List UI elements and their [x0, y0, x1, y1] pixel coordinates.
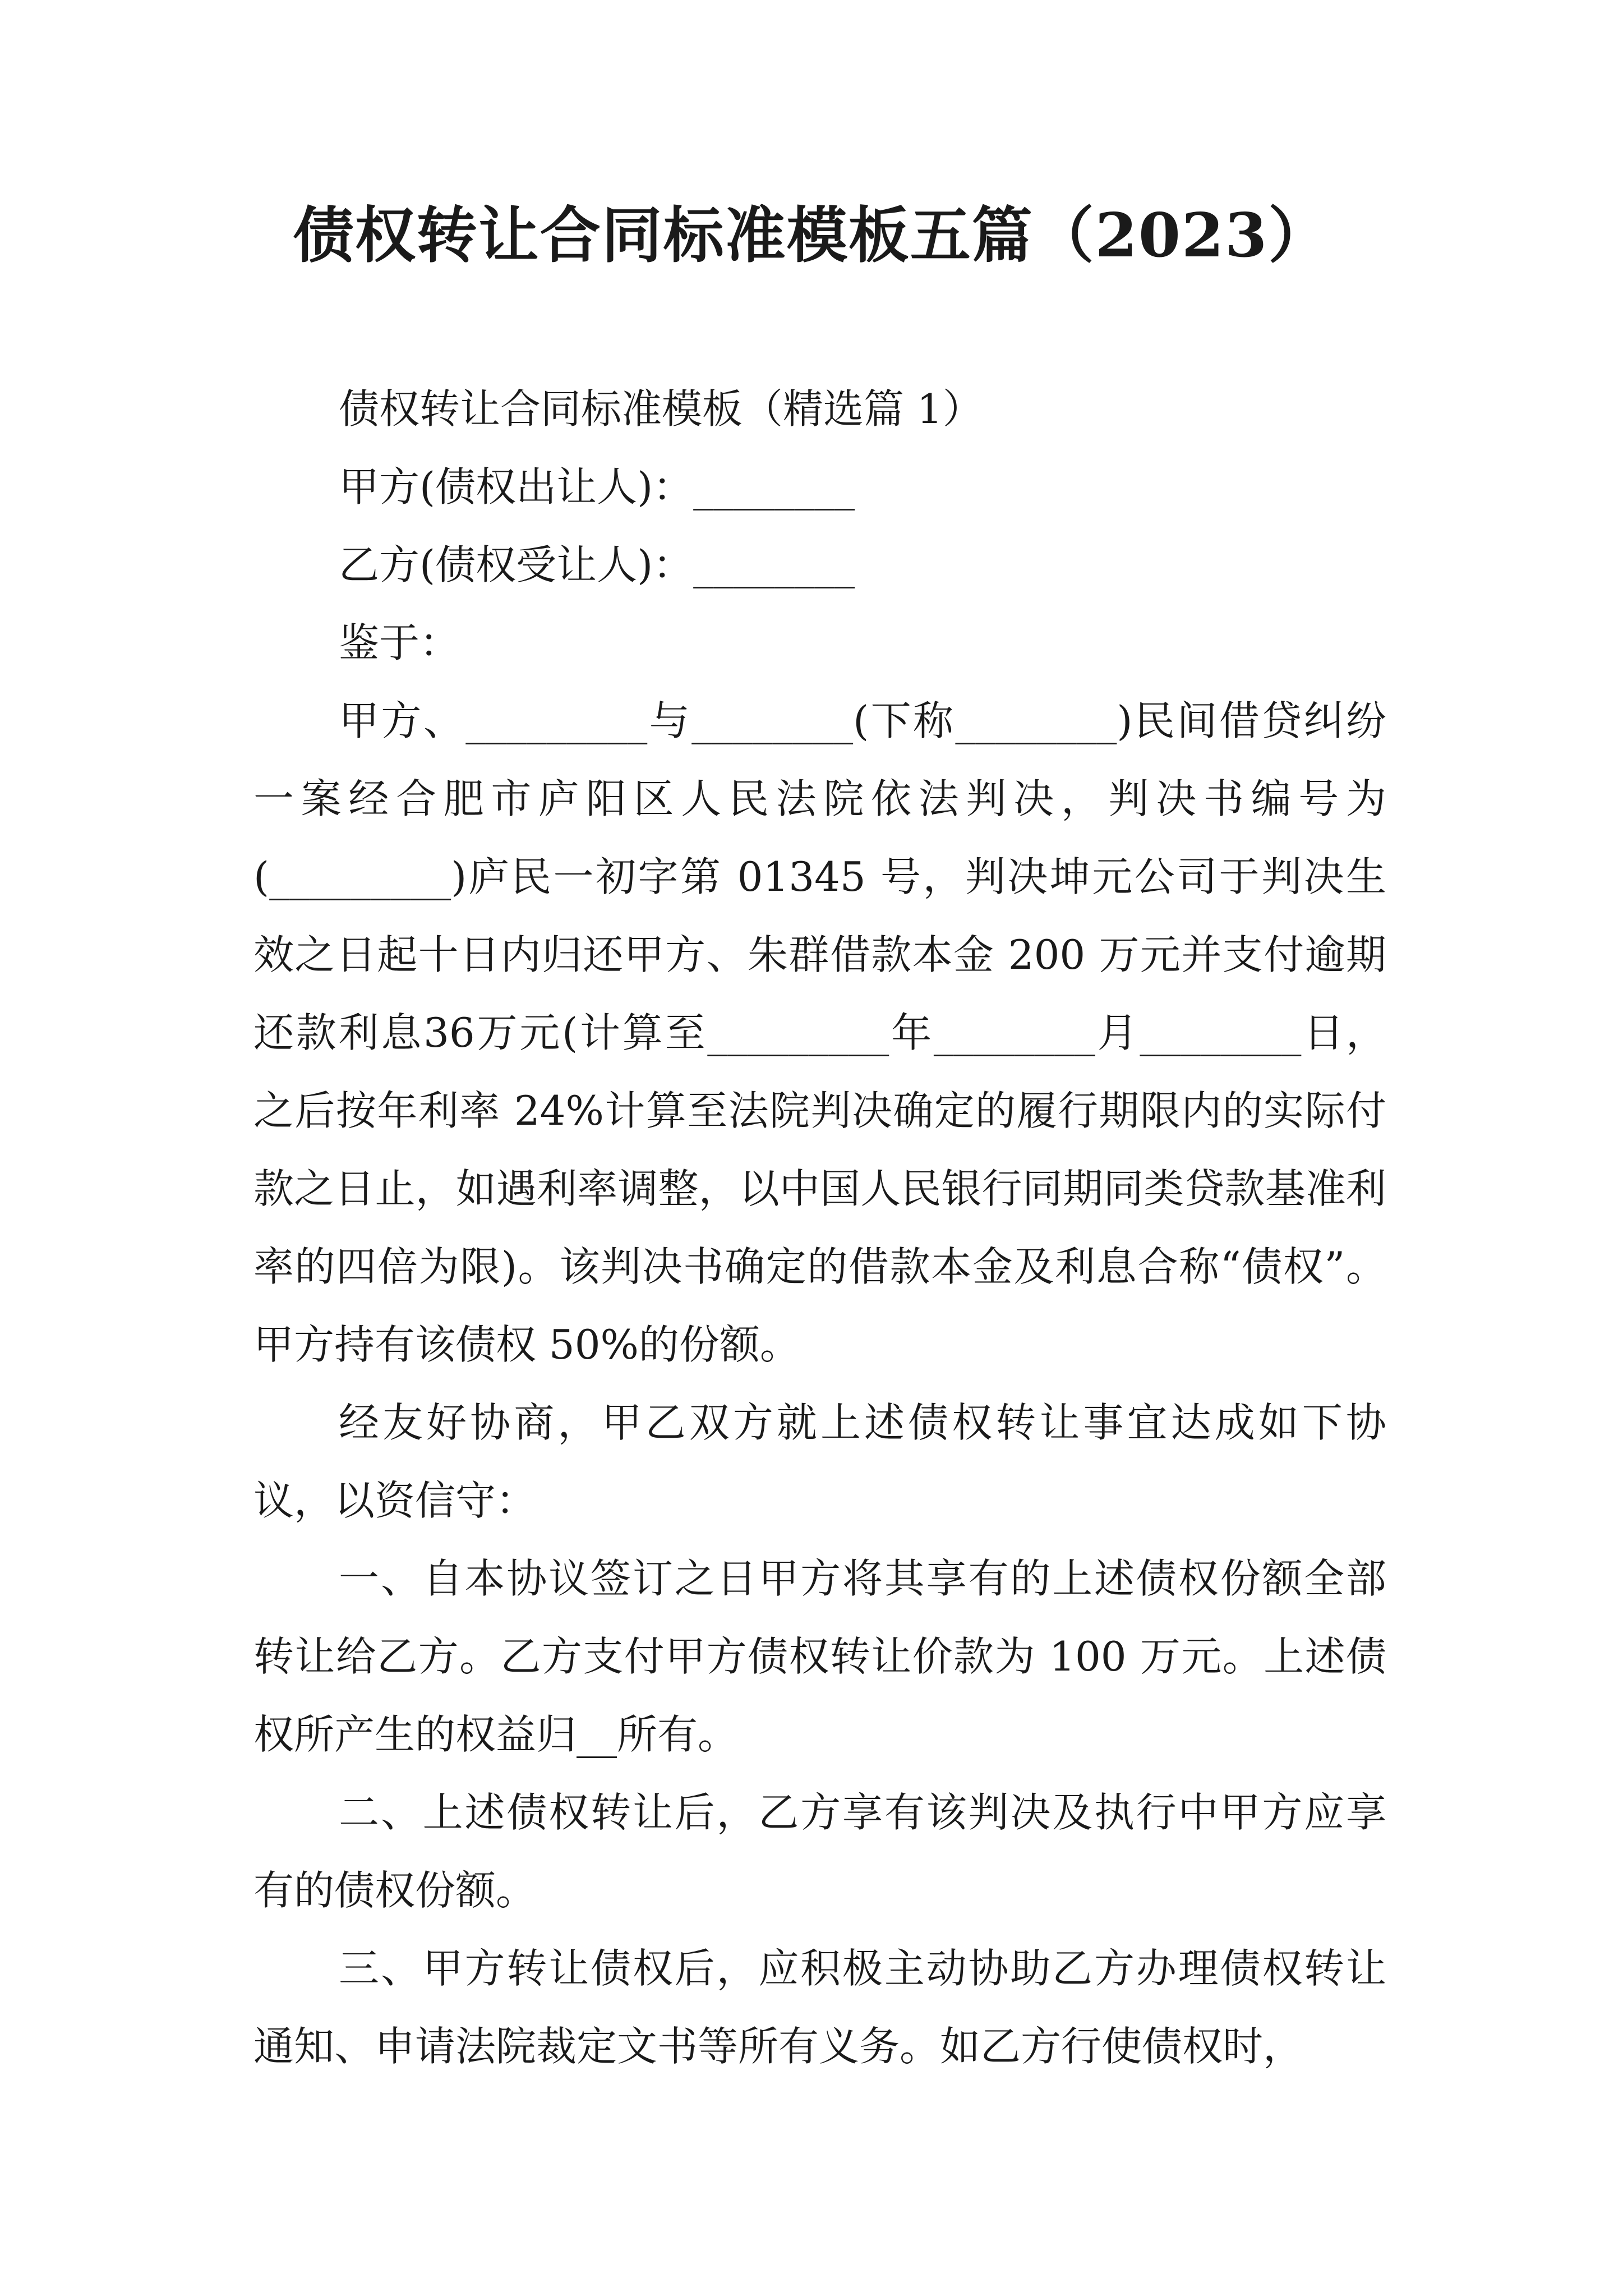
- document-title: 债权转让合同标准模板五篇（2023）: [293, 200, 1330, 271]
- clause-3-paragraph: 三、甲方转让债权后，应积极主动协助乙方办理债权转让通知、申请法院裁定文书等所有义务。如乙方行使债权时，: [253, 1945, 1386, 2070]
- clause-2-paragraph: 二、上述债权转让后，乙方享有该判决及执行中甲方应享有的债权份额。: [253, 1789, 1386, 1914]
- whereas-line: 鉴于：: [339, 619, 460, 666]
- background-paragraph: 甲方、_________与________(下称________)民间借贷纠纷一案经合肥市庐阳区人民法院依法判决，判决书编号为(_________)庐民一初字第 01345 号，判决坤元公司于判决生效之日起十日内归还甲方、朱群借款本金 200 万元并支付逾期还款利息36万元(计算至_________年________月________日，之后按年利率 24%计算至法院判决确定的履行期限内的实际付款之日止，如遇利率调整，以中国人民银行同期同类贷款基准利率的四倍为限)。该判决书确定的借款本金及利息合称“债权”。甲方持有该债权 50%的份额。: [253, 697, 1386, 1368]
- section-heading: 债权转让合同标准模板（精选篇 1）: [339, 385, 983, 432]
- party-a-line: 甲方(债权出让人)：________: [339, 463, 855, 510]
- agreement-intro-paragraph: 经友好协商，甲乙双方就上述债权转让事宜达成如下协议，以资信守：: [253, 1399, 1386, 1524]
- clause-1-paragraph: 一、自本协议签订之日甲方将其享有的上述债权份额全部转让给乙方。乙方支付甲方债权转让价款为 100 万元。上述债权所产生的权益归__所有。: [253, 1555, 1386, 1758]
- document-body: [253, 370, 1386, 2086]
- party-b-line: 乙方(债权受让人)：________: [339, 541, 855, 588]
